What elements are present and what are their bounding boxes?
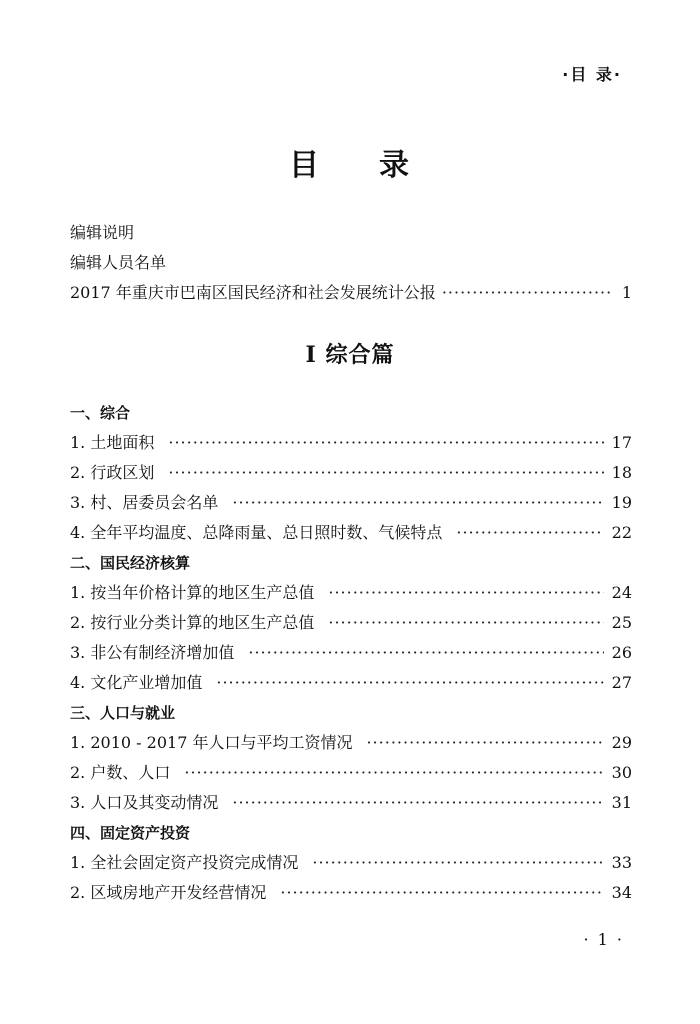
toc-entry[interactable] <box>70 578 632 608</box>
entry-label: 1. 全社会固定资产投资完成情况 <box>70 853 299 872</box>
section-heading: 三、人口与就业 <box>70 704 176 722</box>
dot-leader <box>366 728 603 758</box>
toc-entry[interactable] <box>70 878 632 908</box>
dot-leader <box>168 428 603 458</box>
entry-page-number: 29 <box>611 733 632 752</box>
entry-page-number: 24 <box>611 583 632 602</box>
dot-leader <box>328 578 603 608</box>
dot-leader <box>442 283 612 302</box>
contents-list <box>70 398 632 908</box>
toc-entry[interactable] <box>70 638 632 668</box>
entry-label: 1. 按当年价格计算的地区生产总值 <box>70 583 315 602</box>
entry-label: 2. 区域房地产开发经营情况 <box>70 883 267 902</box>
entry-label: 1. 土地面积 <box>70 433 155 452</box>
dot-leader <box>456 518 603 548</box>
entry-label: 2. 户数、人口 <box>70 763 171 782</box>
entry-page-number: 1 <box>621 283 632 302</box>
dot-leader <box>232 788 603 818</box>
toc-entry[interactable] <box>70 488 632 518</box>
dot-leader <box>168 458 603 488</box>
section-heading: 四、固定资产投资 <box>70 824 191 842</box>
entry-page-number: 27 <box>611 673 632 692</box>
entry-label: 3. 村、居委员会名单 <box>70 493 219 512</box>
entry-page-number: 18 <box>611 463 632 482</box>
toc-entry[interactable] <box>70 728 632 758</box>
entry-label: 3. 人口及其变动情况 <box>70 793 219 812</box>
toc-entry[interactable] <box>70 668 632 698</box>
dot-leader <box>184 758 603 788</box>
toc-entry[interactable] <box>70 848 632 878</box>
entry-page-number: 34 <box>611 883 632 902</box>
page-number-footer: · 1 · <box>583 930 624 949</box>
section-heading: 一、综合 <box>70 404 131 422</box>
dot-leader <box>216 668 603 698</box>
dot-leader <box>328 608 603 638</box>
entry-page-number: 22 <box>611 523 632 542</box>
entry-label: 4. 全年平均温度、总降雨量、总日照时数、气候特点 <box>70 523 443 542</box>
toc-entry[interactable] <box>70 758 632 788</box>
section-heading: 二、国民经济核算 <box>70 554 191 572</box>
dot-leader <box>280 878 603 908</box>
dot-leader <box>312 848 603 878</box>
entry-label: 1. 2010 - 2017 年人口与平均工资情况 <box>70 733 353 752</box>
entry-label: 3. 非公有制经济增加值 <box>70 643 235 662</box>
entry-page-number: 25 <box>611 613 632 632</box>
page-title-char-2: 录 <box>379 148 411 183</box>
entry-label: 4. 文化产业增加值 <box>70 673 203 692</box>
toc-entry[interactable] <box>70 458 632 488</box>
entry-label: 2. 按行业分类计算的地区生产总值 <box>70 613 315 632</box>
toc-entry[interactable] <box>70 518 632 548</box>
front-matter-item[interactable] <box>70 220 632 250</box>
page-title <box>0 140 700 184</box>
dot-leader <box>232 488 603 518</box>
front-matter-item[interactable] <box>70 250 632 280</box>
entry-page-number: 30 <box>611 763 632 782</box>
front-matter-item[interactable] <box>70 280 632 310</box>
entry-label: 2017 年重庆市巴南区国民经济和社会发展统计公报 <box>70 283 436 302</box>
entry-page-number: 19 <box>611 493 632 512</box>
toc-entry[interactable] <box>70 608 632 638</box>
running-head: ·目 录· <box>562 65 622 84</box>
entry-label: 编辑说明 <box>70 223 135 242</box>
entry-page-number: 17 <box>611 433 632 452</box>
entry-page-number: 33 <box>611 853 632 872</box>
dot-leader <box>248 638 603 668</box>
front-matter-list <box>70 220 632 310</box>
entry-label: 2. 行政区划 <box>70 463 155 482</box>
entry-page-number: 26 <box>611 643 632 662</box>
toc-entry[interactable] <box>70 428 632 458</box>
toc-entry[interactable] <box>70 788 632 818</box>
entry-label: 编辑人员名单 <box>70 253 167 272</box>
page-title-char-1: 目 <box>289 148 321 183</box>
entry-page-number: 31 <box>611 793 632 812</box>
part-title: I 综合篇 <box>305 342 395 368</box>
